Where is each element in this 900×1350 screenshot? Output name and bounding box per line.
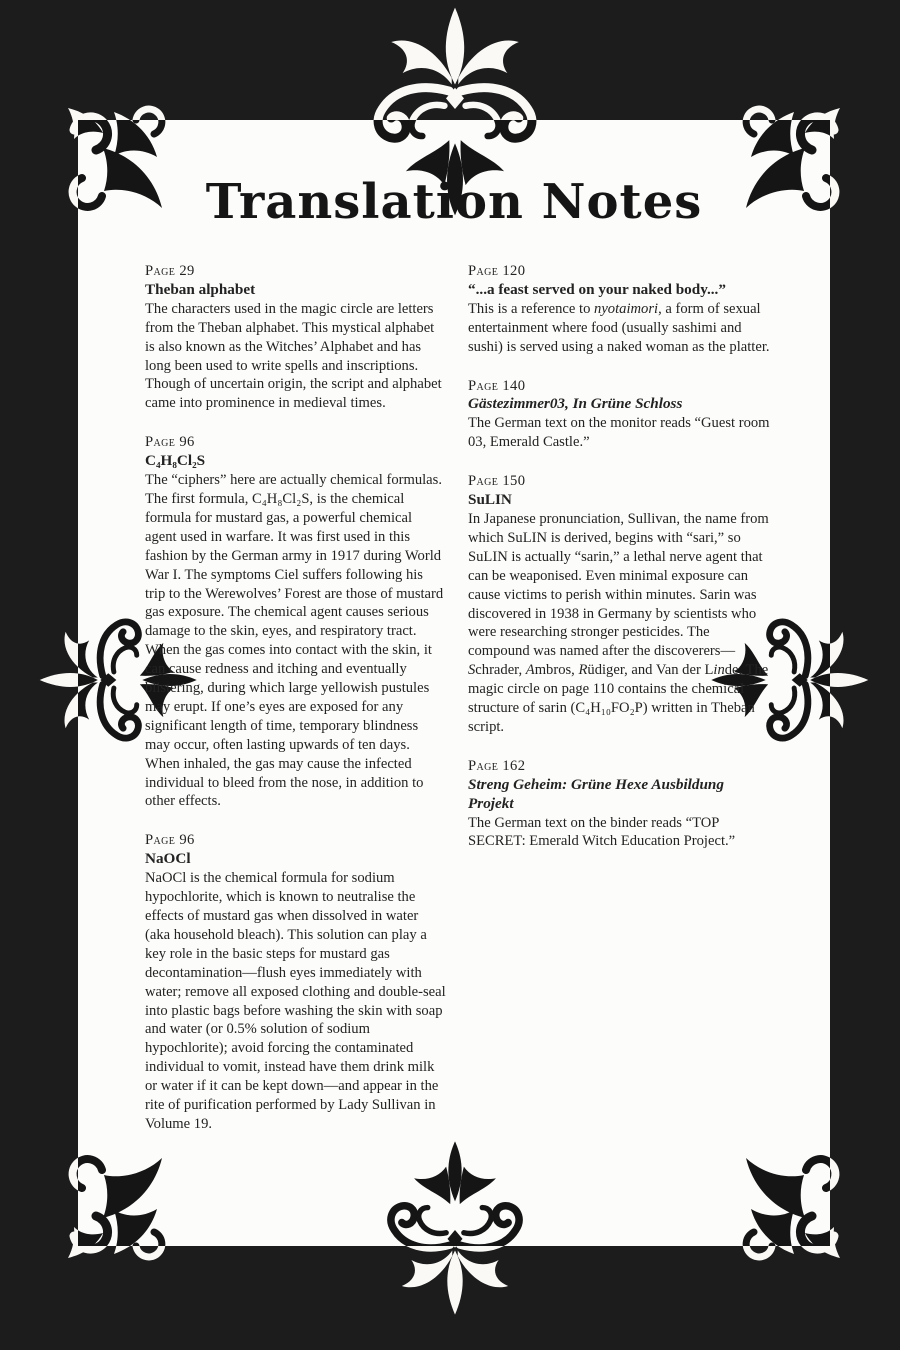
note-theban-alphabet — [145, 262, 446, 413]
left-column — [145, 262, 446, 1154]
note-sulin — [468, 472, 771, 737]
page-ref: Page 96 — [145, 434, 195, 451]
note-heading: SuLIN — [468, 491, 512, 509]
note-streng-geheim — [468, 757, 771, 852]
note-body: The German text on the binder reads “TOP SECRET: Emerald Witch Education Project.” — [468, 814, 736, 850]
note-body: The “ciphers” here are actually chemical formulas. The first formula, C₄H₈Cl₂S, is the chemical formula for mustard gas, a powerful chemical agent used in warfare. It was first used in this fashion by the German army in 1917 during World War I. The symptoms Ciel suffers following his trip to the Werewolves’ Forest are those of mustard gas exposure. The chemical agent causes serious damage to the skin, eyes, and respiratory tract. When the gas comes into contact with the skin, it can cause redness and itching and eventually blistering, during which large yellowish pustules may erupt. If one’s eyes are exposed for any significant length of time, temporary blindness may occur, often lasting upwards of ten days. When inhaled, the gas may cause the infected individual to bleed from the nose, in addition to other effects. — [145, 472, 444, 810]
note-gaestezimmer — [468, 377, 771, 453]
note-body: In Japanese pronunciation, Sullivan, the name from which SuLIN is derived, begins with “sari,” so SuLIN is actually “sarin,” a lethal nerve agent that can be weaponised. Even minimal exposure can cause victims to perish within minutes. Sarin was discovered in 1938 in Germany by scientists who were researching stronger pesticides. The compound was named after the discoverers—Schrader, Ambros, Rüdiger, and Van der Linde. The magic circle on page 110 contains the chemical structure of sarin (C₄H₁₀FO₂P) written in Theban script. — [468, 510, 769, 735]
note-heading: Theban alphabet — [145, 280, 256, 298]
note-naocl — [145, 831, 446, 1134]
note-body: The German text on the monitor reads “Guest room 03, Emerald Castle.” — [468, 415, 770, 451]
note-naked-body-feast — [468, 262, 771, 357]
note-heading: Gästezimmer03, In Grüne Schloss — [468, 395, 683, 413]
page-ref: Page 140 — [468, 377, 526, 394]
page-ref: Page 162 — [468, 757, 526, 774]
note-heading: C₄H₈Cl₂S — [145, 452, 206, 470]
note-heading: Streng Geheim: Grüne Hexe Ausbildung Projekt — [468, 775, 724, 812]
note-heading: “...a feast served on your naked body...” — [468, 280, 726, 298]
right-column — [468, 262, 771, 871]
page-ref: Page 29 — [145, 263, 195, 279]
note-body: NaOCl is the chemical formula for sodium hypochlorite, which is known to neutralise the effects of mustard gas when dissolved in water (aka household bleach). This solution can play a key role in the basic steps for mustard gas decontamination—flush eyes immediately with water; remove all exposed clothing and double-seal into plastic bags before washing the skin with soap and water (or 0.5% solution of sodium hypochlorite); avoid forcing the contaminated individual to vomit, instead have them drink milk or water if it can be kept down—and appear in the rite of purification performed by Lady Sullivan in Volume 19. — [145, 870, 446, 1132]
note-body: This is a reference to nyotaimori, a form of sexual entertainment where food (usually sashimi and sushi) is served using a naked woman as the platter. — [468, 300, 770, 355]
page-ref: Page 96 — [145, 832, 195, 849]
page-title: Translation Notes — [205, 174, 703, 230]
note-mustard-gas-formula — [145, 433, 446, 811]
note-heading: NaOCl — [145, 850, 191, 868]
page-ref: Page 120 — [468, 263, 526, 279]
note-body: The characters used in the magic circle are letters from the Theban alphabet. This mystical alphabet is also known as the Witches’ Alphabet and has long been used to write spells and inscriptions. Though of uncertain origin, the script and alphabet came into prominence in medieval times. — [145, 300, 442, 412]
page-ref: Page 150 — [468, 473, 526, 490]
